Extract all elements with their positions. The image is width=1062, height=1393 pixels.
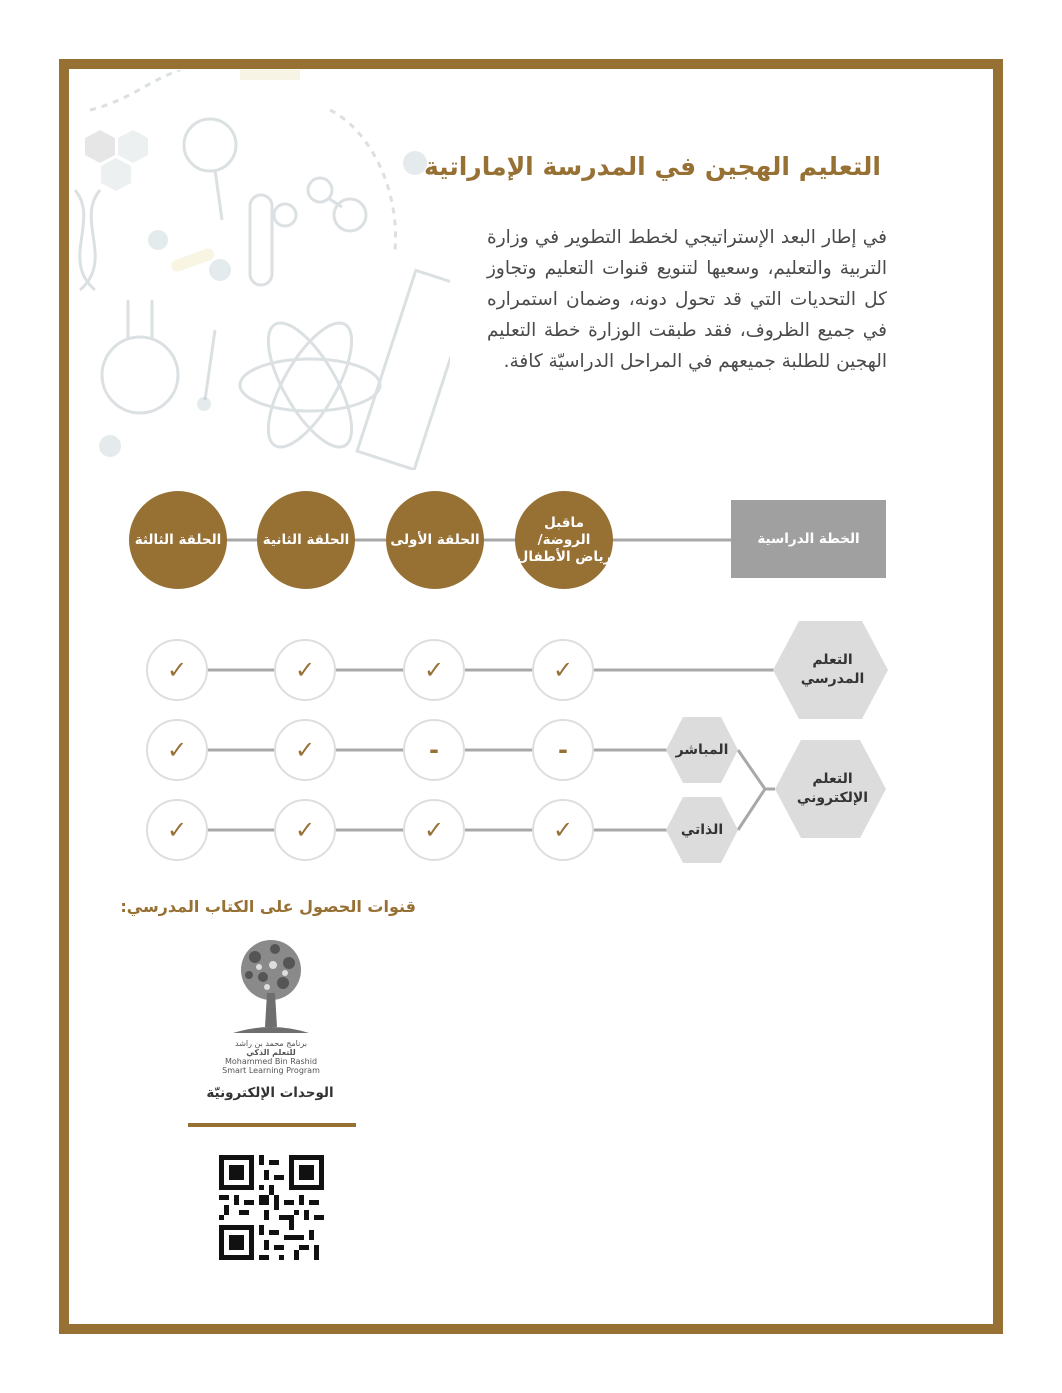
- logo-english-line: Mohammed Bin Rashid: [224, 1057, 318, 1066]
- stage-cycle-3: [129, 491, 227, 589]
- direct-label: المباشر: [675, 741, 729, 758]
- stage-label: الحلقة الثانية: [262, 531, 350, 548]
- textbook-channels-heading: قنوات الحصول على الكتاب المدرسي:: [120, 897, 416, 916]
- page-title: التعليم الهجين في المدرسة الإماراتية: [423, 152, 881, 181]
- intro-paragraph: في إطار البعد الإستراتيجي لخطط التطوير في وزارة التربية والتعليم، وسعيها لتنويع قنوات التعليم وتجاوز كل التحديات التي قد تحول دونه، وضمان استمراره في جميع الظروف، فقد طبقت الوزارة خطة التعليم الهجين للطلبة جميعهم في المراحل الدراسيّة كافة.: [487, 227, 887, 372]
- stage-label: ماقبل: [544, 514, 584, 531]
- check-icon: ✓: [146, 639, 208, 701]
- hex-label: الإلكتروني: [796, 790, 869, 806]
- check-icon: ✓: [532, 799, 594, 861]
- check-icon: ✓: [274, 799, 336, 861]
- divider: [188, 1123, 356, 1127]
- stage-pre-kg: [515, 491, 613, 589]
- electronic-units-label: الوحدات الإلكترونيّة: [206, 1085, 334, 1101]
- self-label: الذاتي: [680, 821, 724, 838]
- stage-label: الحلقة الثالثة: [134, 531, 222, 548]
- stage-label: رياض الأطفال: [516, 548, 612, 565]
- check-icon: ✓: [146, 719, 208, 781]
- logo-arabic-line: برنامج محمد بن راشد: [235, 1039, 307, 1048]
- e-learning-label: [790, 764, 875, 814]
- stage-label: الحلقة الأولى: [390, 531, 480, 548]
- logo-english-line: Smart Learning Program: [222, 1066, 320, 1075]
- hex-label: التعلم: [812, 771, 853, 787]
- check-icon: ✓: [403, 799, 465, 861]
- school-learning-label: [790, 645, 875, 695]
- dash-icon: -: [403, 719, 465, 781]
- check-icon: ✓: [146, 799, 208, 861]
- mbr-smart-learning-logo[interactable]: [215, 935, 327, 1080]
- stage-label: الروضة/: [537, 531, 591, 548]
- check-icon: ✓: [403, 639, 465, 701]
- study-plan-box: الخطة الدراسية: [731, 500, 886, 578]
- e-learning-branch-line: [738, 750, 775, 830]
- hex-label: المدرسي: [800, 671, 865, 687]
- check-icon: ✓: [532, 639, 594, 701]
- dash-icon: -: [532, 719, 594, 781]
- check-icon: ✓: [274, 719, 336, 781]
- tree-logo-icon: [215, 935, 327, 1035]
- check-icon: ✓: [274, 639, 336, 701]
- stage-cycle-2: [257, 491, 355, 589]
- logo-arabic-line: للتعلم الذكي: [246, 1048, 296, 1057]
- stage-cycle-1: [386, 491, 484, 589]
- hex-label: التعلم: [812, 652, 853, 668]
- qr-code-icon[interactable]: [219, 1155, 324, 1260]
